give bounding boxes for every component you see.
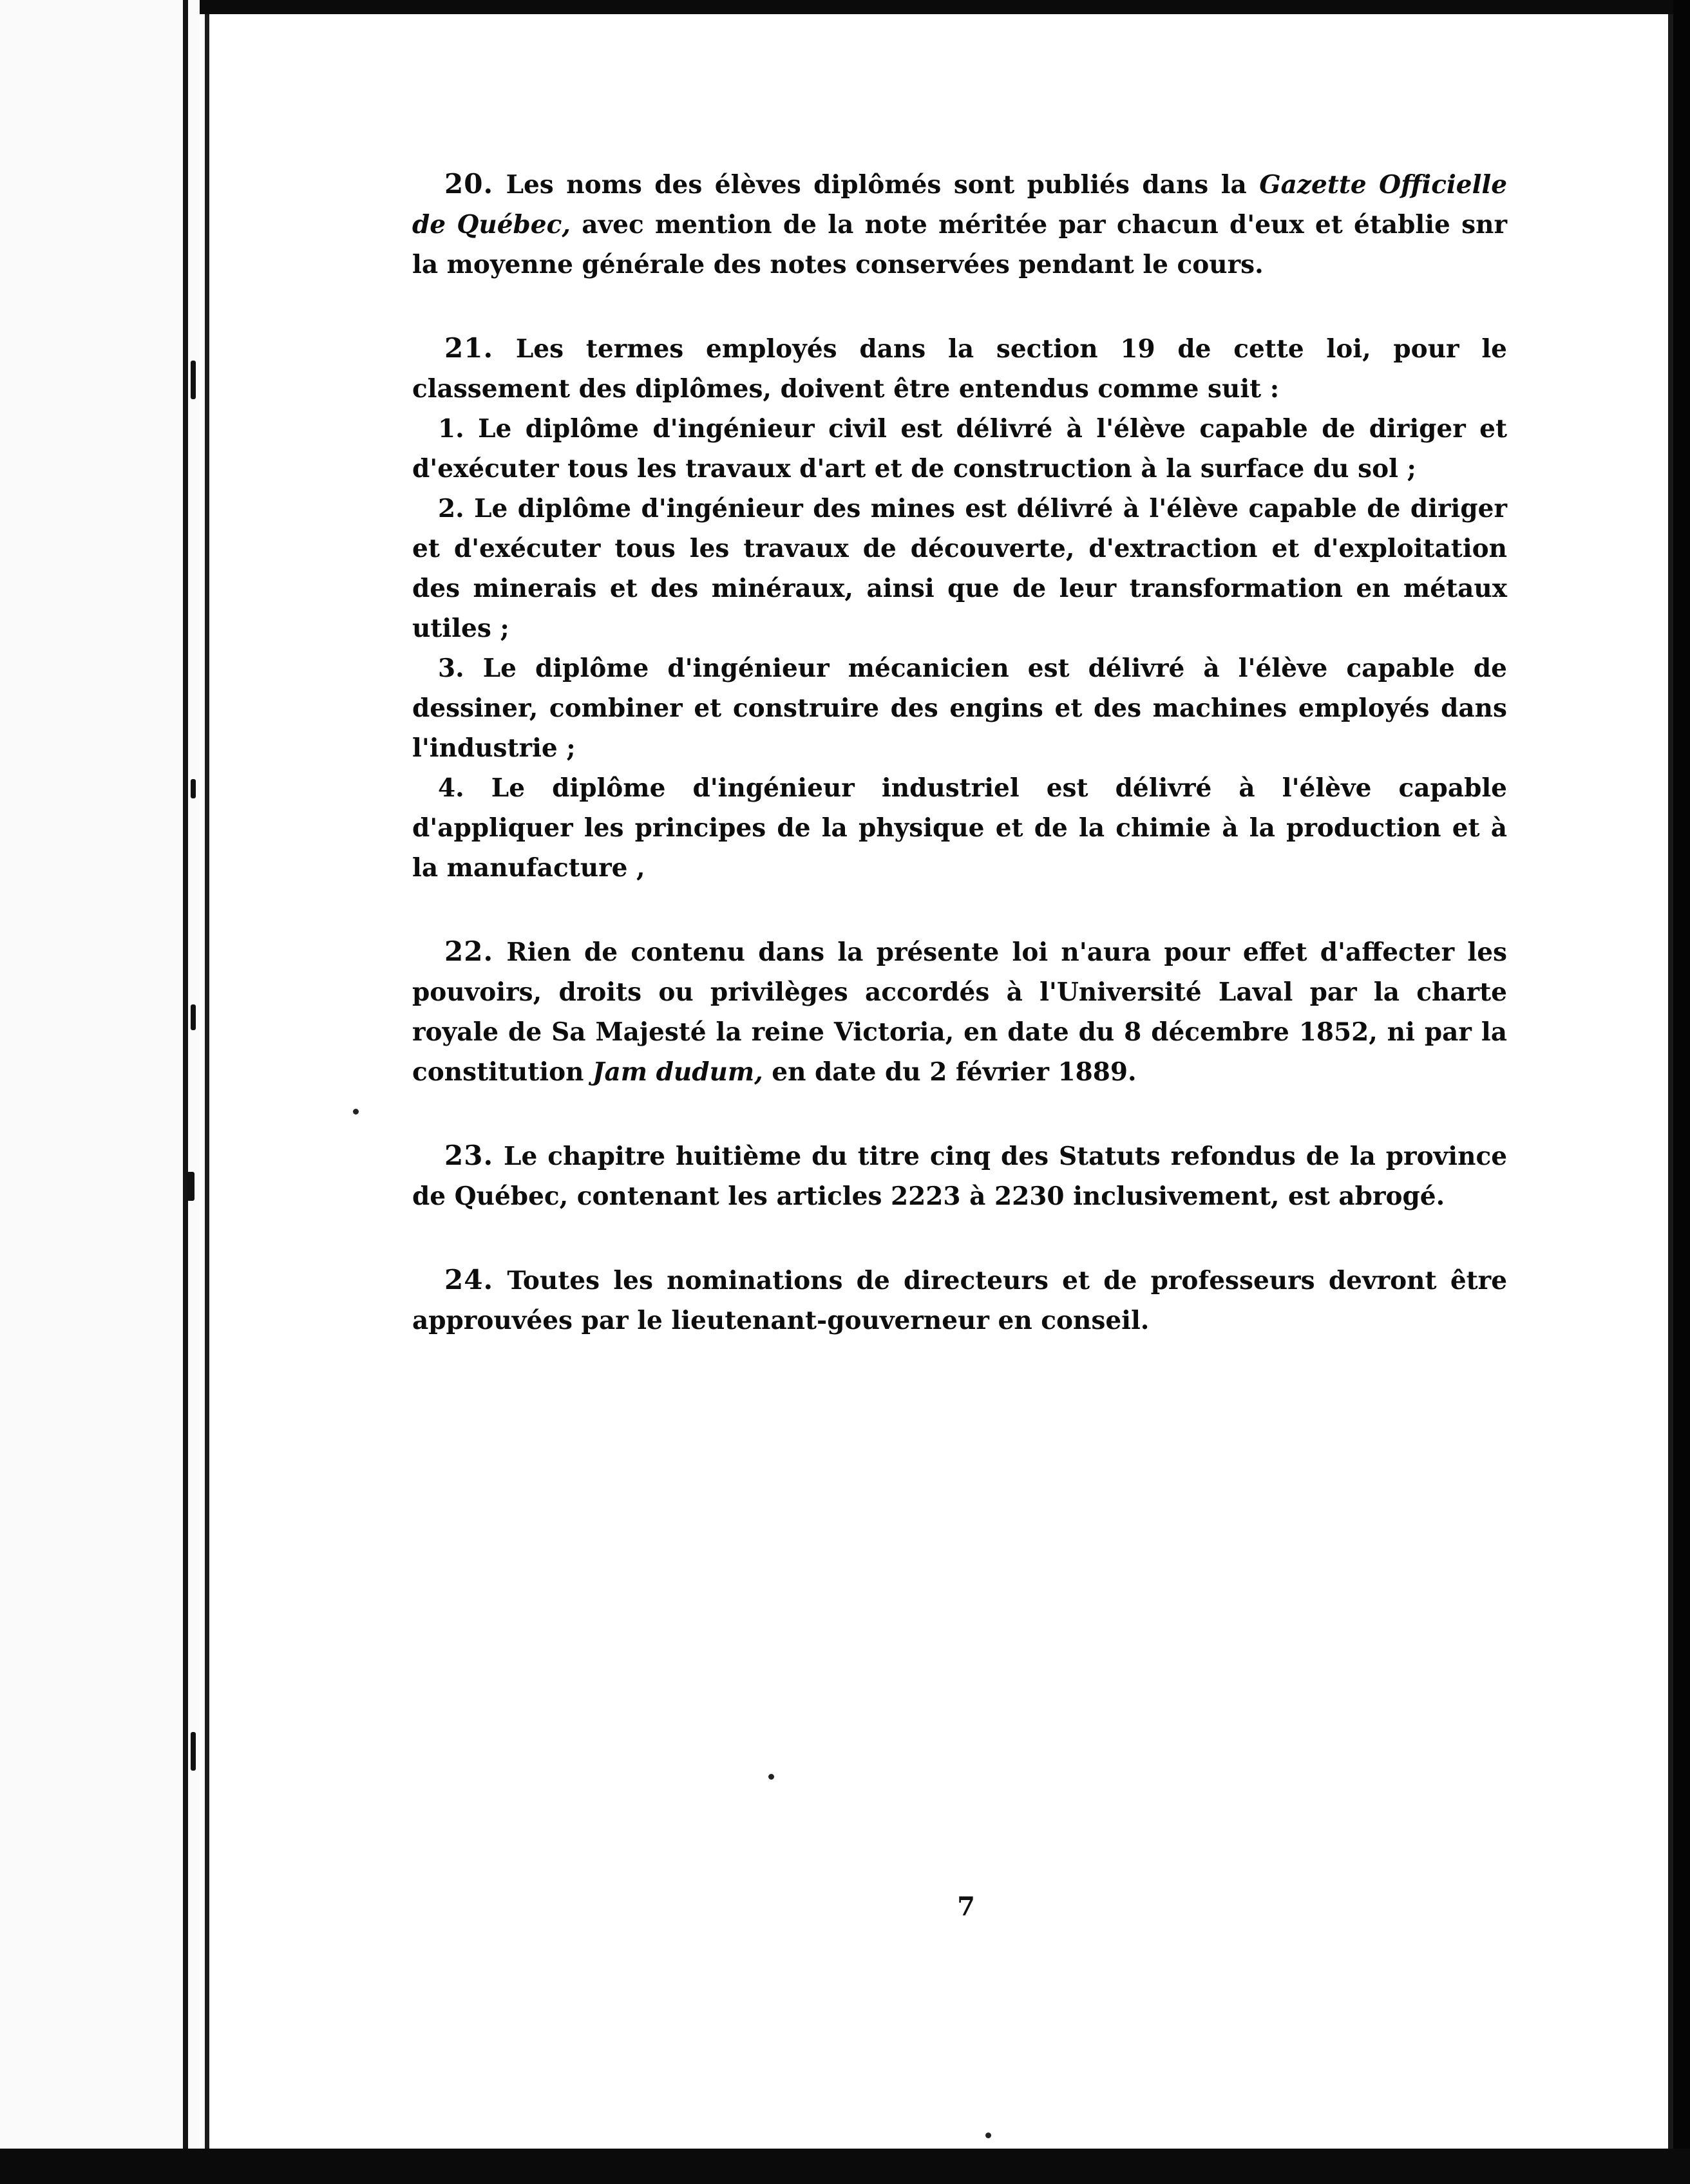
section-text: Rien de contenu dans la présente loi n'aura pour effet d'affecter les pouvoirs, droits ou privilèges accordés à l'Université Laval par la charte royale de Sa Majesté la reine Victoria, en date du 8 décembre 1852, ni par la constitution: [412, 937, 1508, 1087]
section-number: 21.: [444, 332, 494, 364]
section-20: [412, 164, 1507, 285]
list-item: 4. Le diplôme d'ingénieur industriel est délivré à l'élève capable d'appliquer les principes de la physique et de la chimie à la production et à la manufacture ,: [412, 773, 1507, 883]
speck: [985, 2132, 991, 2138]
binding-edge-line: [183, 0, 188, 2184]
gazette-title: Gazette Officielle de Québec,: [412, 170, 1508, 240]
section-23: [412, 1136, 1507, 1216]
section-text: Le chapitre huitième du titre cinq des Statuts refondus de la province de Québec, contenant les articles 2223 à 2230 inclusivement, est abrogé.: [412, 1142, 1508, 1211]
section-number: 23.: [444, 1140, 494, 1171]
statute-text: [412, 164, 1507, 1384]
list-item: 1. Le diplôme d'ingénieur civil est délivré à l'élève capable de diriger et d'exécuter tous les travaux d'art et de construction à la surface du sol ;: [412, 414, 1507, 484]
section-21: [412, 328, 1507, 888]
left-margin-strip: [0, 0, 200, 2184]
scan-mark: [191, 1732, 196, 1771]
section-text: Les noms des élèves diplômés sont publiés dans la: [506, 170, 1260, 200]
scan-mark: [191, 779, 196, 798]
section-number: 24.: [444, 1264, 494, 1295]
scan-mark: [191, 361, 196, 399]
scan-mark: [191, 1004, 196, 1030]
constitution-title: Jam dudum,: [593, 1057, 763, 1087]
scan-bottom-border: [0, 2149, 1690, 2184]
section-lead: [412, 328, 1507, 409]
section-number: 22.: [444, 936, 494, 967]
speck: [768, 1774, 774, 1780]
section-text: Les termes employés dans la section 19 de cette loi, pour le classement des diplômes, doivent être entendus comme suit :: [412, 334, 1507, 404]
list-item: 3. Le diplôme d'ingénieur mécanicien est délivré à l'élève capable de dessiner, combiner et construire des engins et des machines employés dans l'industrie ;: [412, 654, 1507, 763]
list-item: 2. Le diplôme d'ingénieur des mines est délivré à l'élève capable de diriger et d'exécuter tous les travaux de découverte, d'extraction et d'exploitation des minerais et des minéraux, ainsi que de leur transformation en métaux utiles ;: [412, 494, 1507, 643]
page-right-edge: [1668, 14, 1673, 2149]
scan-right-border: [1673, 0, 1690, 2184]
scan-mark: [187, 1172, 195, 1201]
section-text: Toutes les nominations de directeurs et de professeurs devront être approuvées par le lieutenant-gouverneur en conseil.: [412, 1266, 1508, 1335]
section-number: 20.: [444, 168, 494, 200]
speck: [353, 1109, 359, 1115]
section-text: avec mention de la note méritée par chacun d'eux et établie snr la moyenne générale des notes conservées pendant le cours.: [412, 210, 1507, 279]
page-number: 7: [957, 1892, 975, 1922]
scan-top-border: [0, 0, 1690, 14]
section-22: [412, 932, 1507, 1092]
page-left-edge: [205, 14, 209, 2149]
section-24: [412, 1260, 1507, 1341]
section-text: en date du 2 février 1889.: [763, 1057, 1137, 1087]
